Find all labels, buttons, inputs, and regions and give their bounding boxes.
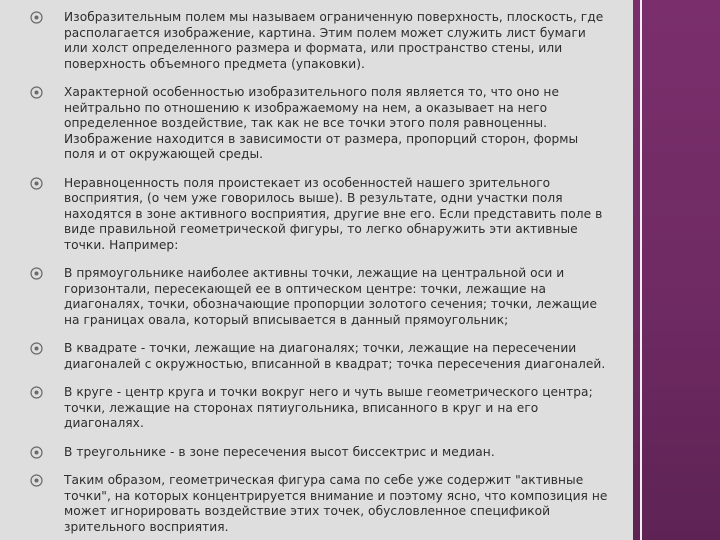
target-icon	[30, 177, 43, 190]
bullet-item	[30, 473, 608, 535]
decorative-sidebar	[633, 0, 720, 540]
target-icon	[30, 11, 43, 24]
bullet-text: Таким образом, геометрическая фигура сама по себе уже содержит "активные точки", на которых концентрируется внимание и поэтому ясно, что композиция не может игнорировать воздействие этих точек, обусловленное спецификой зрительного восприятия.	[64, 473, 608, 534]
bullet-list	[30, 10, 608, 535]
target-icon	[30, 267, 43, 280]
bullet-item	[30, 385, 608, 432]
bullet-item	[30, 341, 608, 372]
bullet-text: В треугольнике - в зоне пересечения высот биссектрис и медиан.	[64, 444, 495, 459]
target-icon	[30, 446, 43, 459]
bullet-item	[30, 10, 608, 72]
bullet-item	[30, 85, 608, 163]
bullet-text: Изобразительным полем мы называем ограниченную поверхность, плоскость, где располагается изображение, картина. Этим полем может служить лист бумаги или холст определенного размера и формата, или пространство стены, или поверхность объемного предмета (упаковки).	[64, 10, 604, 71]
bullet-text: В круге - центр круга и точки вокруг него и чуть выше геометрического центра; точки, лежащие на сторонах пятиугольника, вписанного в круг и на его диагоналях.	[64, 385, 593, 430]
bullet-text: Характерной особенностью изобразительного поля является то, что оно не нейтрально по отношению к изображаемому на нем, а оказывает на него определенное воздействие, так как не все точки этого поля равноценны. Изображение находится в зависимости от размера, пропорций сторон, формы поля и от окружающей среды.	[64, 85, 579, 161]
target-icon	[30, 386, 43, 399]
bullet-text: В квадрате - точки, лежащие на диагоналях; точки, лежащие на пересечении диагоналей с окружностью, вписанной в квадрат; точка пересечения диагоналей.	[64, 341, 606, 371]
target-icon	[30, 474, 43, 487]
target-icon	[30, 342, 43, 355]
bullet-item	[30, 176, 608, 254]
bullet-item	[30, 445, 608, 461]
bullet-text: В прямоугольнике наиболее активны точки, лежащие на центральной оси и горизонтали, пересекающей ее в оптическом центре: точки, лежащие на диагоналях, точки, обозначающие пропорции золотого сечения; точки, лежащие на границах овала, который вписывается в данный прямоугольник;	[64, 266, 598, 327]
target-icon	[30, 86, 43, 99]
bullet-item	[30, 266, 608, 328]
bullet-text: Неравноценность поля проистекает из особенностей нашего зрительного восприятия, (о чем уже говорилось выше). В результате, одни участки поля находятся в зоне активного восприятия, другие вне его. Если представить поле в виде правильной геометрической фигуры, то легко обнаружить эти активные точки. Например:	[64, 175, 603, 252]
sidebar-divider-line	[640, 0, 642, 540]
